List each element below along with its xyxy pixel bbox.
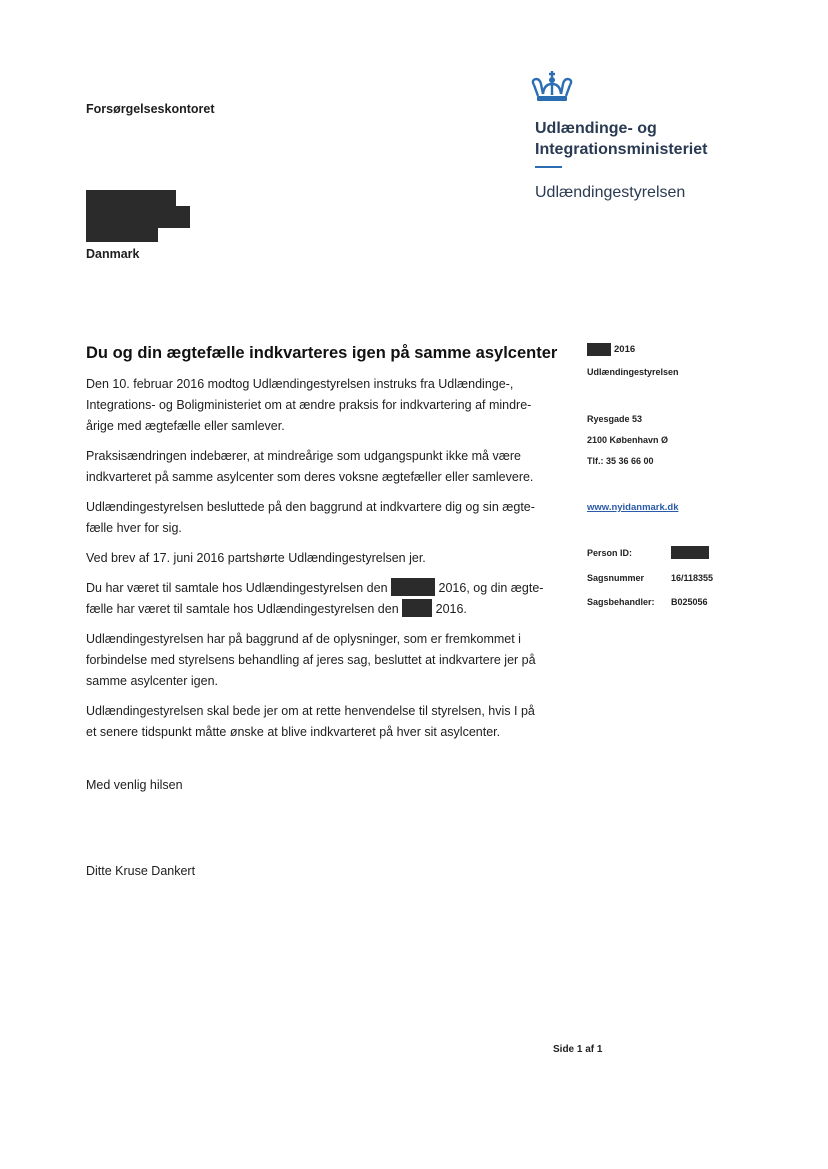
- paragraph-6: [86, 629, 566, 692]
- case-officer-value: B025056: [671, 597, 708, 607]
- text-line: indkvarteret på samme asylcenter som deres voksne ægtefæller eller samlevere.: [86, 470, 534, 484]
- closing-salutation: Med venlig hilsen: [86, 778, 183, 792]
- paragraph-3: [86, 497, 566, 539]
- text-line: Udlændingestyrelsen har på baggrund af de oplysninger, som er fremkommet i: [86, 632, 521, 646]
- redacted-date: [402, 599, 432, 617]
- signer-name: Ditte Kruse Dankert: [86, 864, 196, 878]
- text-line: fælle hver for sig.: [86, 521, 182, 535]
- ministry-divider: [535, 166, 562, 168]
- redacted-address-line-2: [86, 206, 190, 228]
- page-number: Side 1 af 1: [553, 1044, 603, 1055]
- text-segment: Du har været til samtale hos Udlændingestyrelsen den: [86, 581, 388, 595]
- paragraph-2: [86, 446, 566, 488]
- redacted-person-id: [671, 546, 709, 559]
- recipient-country: Danmark: [86, 247, 140, 261]
- sidebar-phone: Tlf.: 35 36 66 00: [587, 456, 654, 466]
- text-line: [86, 599, 566, 620]
- ministry-name: [535, 118, 707, 160]
- text-line: Udlændingestyrelsen skal bede jer om at rette henvendelse til styrelsen, hvis I på: [86, 704, 535, 718]
- text-segment: 2016, og din ægte-: [438, 581, 544, 595]
- redacted-date: [391, 578, 435, 596]
- text-line: Ved brev af 17. juni 2016 partshørte Udlændingestyrelsen jer.: [86, 551, 426, 565]
- text-line: forbindelse med styrelsens behandling af jeres sag, besluttet at indkvartere jer på: [86, 653, 536, 667]
- text-line: [86, 578, 566, 599]
- paragraph-7: [86, 701, 566, 743]
- sidebar-city: 2100 København Ø: [587, 435, 669, 445]
- case-number-label: Sagsnummer: [587, 573, 645, 583]
- paragraph-5: [86, 578, 566, 620]
- text-line: samme asylcenter igen.: [86, 674, 219, 688]
- case-number-value: 16/118355: [671, 573, 714, 583]
- text-line: Den 10. februar 2016 modtog Udlændingestyrelsen instruks fra Udlændinge-,: [86, 377, 514, 391]
- ministry-line-1: Udlændinge- og: [535, 120, 657, 137]
- agency-name: Udlændingestyrelsen: [535, 184, 686, 201]
- person-id-label: Person ID:: [587, 548, 633, 558]
- sidebar-agency: Udlændingestyrelsen: [587, 367, 679, 377]
- redacted-address-line-3: [86, 226, 158, 242]
- website-link[interactable]: www.nyidanmark.dk: [587, 502, 679, 513]
- letter-date-year: 2016: [614, 344, 636, 355]
- text-line: årige med ægtefælle eller samlever.: [86, 419, 285, 433]
- sender-office: Forsørgelseskontoret: [86, 102, 215, 116]
- paragraph-1: [86, 374, 566, 437]
- text-segment: fælle har været til samtale hos Udlændingestyrelsen den: [86, 602, 399, 616]
- redacted-date-day: [587, 343, 611, 356]
- sidebar-street: Ryesgade 53: [587, 414, 643, 424]
- text-line: Udlændingestyrelsen besluttede på den baggrund at indkvartere dig og sin ægte-: [86, 500, 535, 514]
- letter-title: Du og din ægtefælle indkvarteres igen på samme asylcenter: [86, 344, 558, 362]
- text-line: Integrations- og Boligministeriet om at ændre praksis for indkvartering af mindre-: [86, 398, 532, 412]
- text-line: et senere tidspunkt måtte ønske at blive indkvarteret på hver sit asylcenter.: [86, 725, 501, 739]
- case-officer-label: Sagsbehandler:: [587, 597, 655, 607]
- text-line: Praksisændringen indebærer, at mindreårige som udgangspunkt ikke må være: [86, 449, 521, 463]
- ministry-line-2: Integrationsministeriet: [535, 141, 708, 158]
- redacted-address-line-1: [86, 190, 176, 206]
- text-segment: 2016.: [435, 602, 467, 616]
- letter-body: [86, 374, 566, 752]
- paragraph-4: [86, 548, 566, 569]
- crown-icon: [529, 70, 575, 104]
